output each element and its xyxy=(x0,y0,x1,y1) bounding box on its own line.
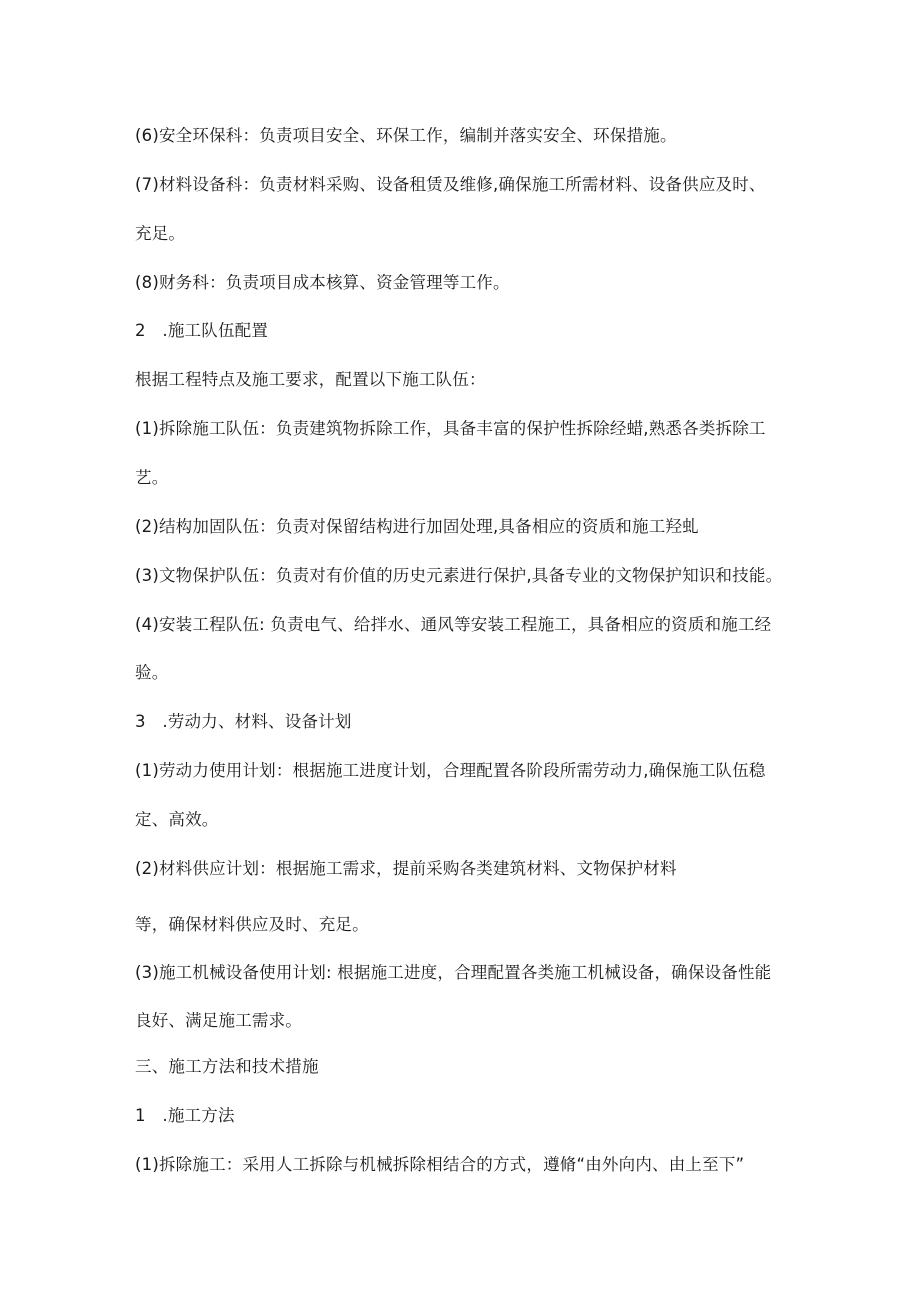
paragraph-material-plan-cont: 等，确保材料供应及时、充足。 xyxy=(135,915,369,934)
paragraph-install-team: (4)安装工程队伍: 负责电气、给拌水、通风等安装工程施工，具备相应的资质和施工经 xyxy=(135,615,772,634)
paragraph-labor-plan: (1)劳动力使用计划：根据施工进度计划，合理配置各阶段所需劳动力,确保施工队伍稳 xyxy=(135,761,766,780)
paragraph-machinery-plan-cont: 良好、满足施工需求。 xyxy=(135,1011,302,1030)
paragraph-materials-equipment: (7)材料设备科：负责材料采购、设备租赁及维修,确保施工所需材料、设备供应及时、 xyxy=(135,175,766,194)
paragraph-demolition-team: (1)拆除施工队伍：负责建筑物拆除工作，具备丰富的保护性拆除经蜡,熟悉各类拆除工 xyxy=(135,419,766,438)
paragraph-materials-equipment-cont: 充足。 xyxy=(135,224,186,243)
paragraph-machinery-plan: (3)施工机械设备使用计划: 根据施工进度，合理配置各类施工机械设备，确保设备性能 xyxy=(135,963,772,982)
paragraph-heritage-team: (3)文物保护队伍：负责对有价值的历史元素进行保护,具备专业的文物保护知识和技能。 xyxy=(135,566,783,585)
paragraph-labor-plan-cont: 定、高效。 xyxy=(135,810,219,829)
paragraph-demolition-team-cont: 艺。 xyxy=(135,468,169,487)
paragraph-safety-env: (6)安全环保科：负责项目安全、环保工作，编制并落实安全、环保措施。 xyxy=(135,126,677,145)
section-heading-team-config: 2 .施工队伍配置 xyxy=(135,321,269,340)
section-heading-resource-plan: 3 .劳动力、材料、设备计划 xyxy=(135,712,352,731)
chapter-heading-methods: 三、施工方法和技术措施 xyxy=(135,1057,319,1076)
paragraph-structure-team: (2)结构加固队伍：负责对保留结构进行加固处理,具备相应的资质和施工羟虬 xyxy=(135,517,699,536)
paragraph-finance: (8)财务科：负责项目成本核算、资金管理等工作。 xyxy=(135,273,510,292)
paragraph-install-team-cont: 验。 xyxy=(135,663,169,682)
paragraph-demolition-method: (1)拆除施工：采用人工拆除与机械拆除相结合的方式，遵脩“由外向内、由上至下” xyxy=(135,1155,745,1174)
section-heading-methods: 1 .施工方法 xyxy=(135,1106,235,1125)
paragraph-material-plan: (2)材料供应计划：根据施工需求，提前采购各类建筑材料、文物保护材料 xyxy=(135,859,677,878)
paragraph-team-intro: 根据工程特点及施工要求，配置以下施工队伍： xyxy=(135,370,486,389)
